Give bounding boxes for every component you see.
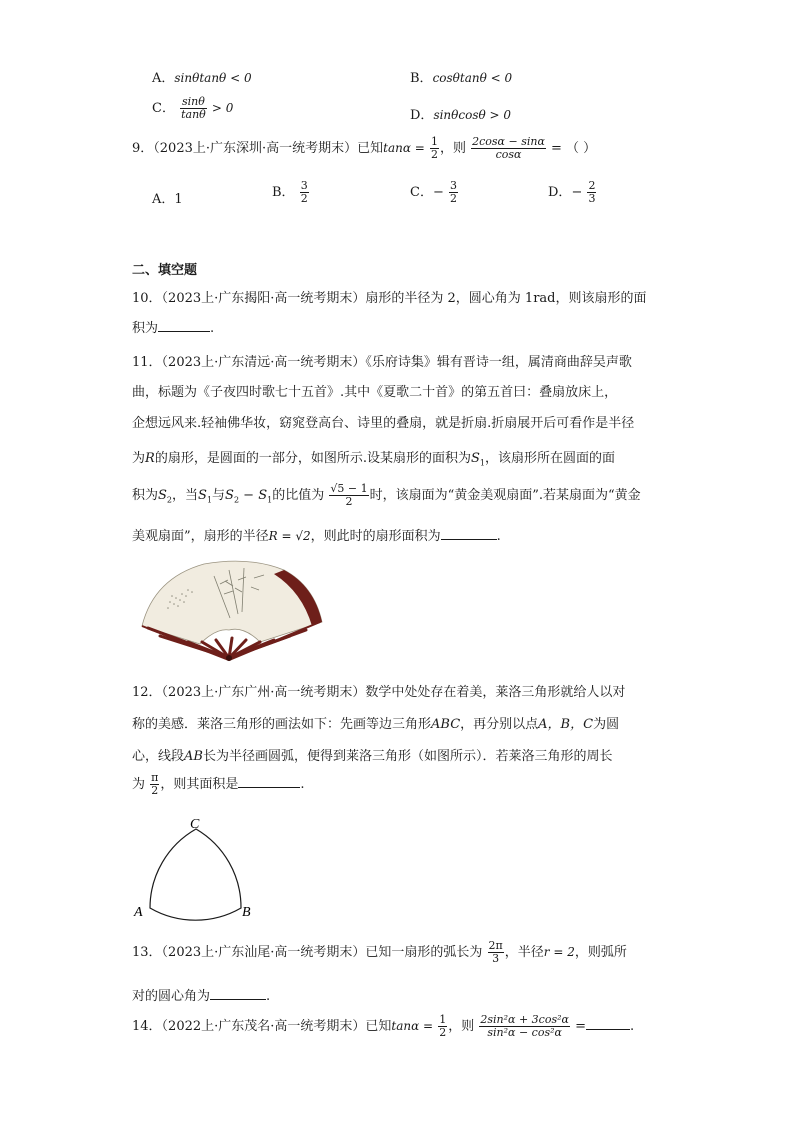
question-11-line3: 企想远风来.轻袖佛华妆，窈窕登高台、诗里的叠扇，就是折扇.折扇展开后可看作是半径 (132, 416, 635, 431)
vertex-label-b: B (242, 905, 251, 920)
section-title: 二、填空题 (132, 263, 198, 278)
answer-blank (210, 987, 266, 1000)
vertex-label-c: C (190, 817, 200, 832)
question-11-line5: 积为$S_2$，当$S_1$与$S_2 - S_1$的比值为 $\frac{√5 - 1}{2}$ 时，该扇面为“黄金美观扇面”.若某扇面为“黄金 (132, 482, 641, 508)
question-9: 9．（2023上·广东深圳·高一统考期末）已知tanα = $\frac{1}{2}$ ，则 $\frac{2\cos\alpha - \sin\alpha}{\cos\alpha}$ = （ ） (132, 135, 597, 161)
vertex-label-a: A (134, 905, 143, 920)
question-11-line6: 美观扇面”，扇形的半径R = √2，则此时的扇形面积为 . (132, 529, 501, 544)
question-13-line2: 对的圆心角为 . (132, 989, 271, 1004)
question-11-line1: 11．（2023上·广东清远·高一统考期末）《乐府诗集》辑有晋诗一组，属清商曲辞吴声歌 (132, 355, 632, 370)
q9-option-d: D．− $\frac{2}{3}$ (548, 179, 596, 205)
q9-option-c: C．− $\frac{3}{2}$ (410, 179, 457, 205)
question-13-line1: 13．（2023上·广东汕尾·高一统考期末）已知一扇形的弧长为 $\frac{2\pi}{3}$ ，半径r = 2，则弧所 (132, 939, 627, 965)
question-12-line4: 为 $\frac{\pi}{2}$ ，则其面积是 . (132, 771, 305, 797)
q9-option-a: A．1 (152, 192, 183, 207)
q8-option-b: B．cosθtanθ < 0 (410, 71, 513, 86)
reuleaux-triangle-figure (128, 812, 268, 924)
q9-option-b: B． $\frac{3}{2}$ (272, 179, 308, 205)
question-10-line1: 10．（2023上·广东揭阳·高一统考期末）扇形的半径为 2，圆心角为 1rad，则该扇形的面 (132, 291, 647, 306)
q8-option-a: A．sinθtanθ < 0 (152, 71, 252, 86)
question-11-line4: 为R的扇形，是圆面的一部分，如图所示.设某扇形的面积为$S_1$，该扇形所在圆面的面 (132, 451, 615, 468)
answer-blank (441, 527, 497, 540)
question-11-line2: 曲，标题为《子夜四时歌七十五首》.其中《夏歌二十首》的第五首曰：叠扇放床上， (132, 385, 618, 400)
folding-fan-image (134, 556, 324, 664)
question-12-line1: 12．（2023上·广东广州·高一统考期末）数学中处处存在着美，莱洛三角形就给人以对 (132, 685, 626, 700)
question-12-line2: 称的美感．莱洛三角形的画法如下：先画等边三角形ABC，再分别以点A，B，C为圆 (132, 717, 620, 732)
q8-option-d: D．sinθcosθ > 0 (410, 108, 512, 123)
question-12-line3: 心，线段AB长为半径画圆弧，便得到莱洛三角形（如图所示）．若莱洛三角形的周长 (132, 749, 613, 764)
answer-blank (586, 1017, 630, 1030)
question-14: 14．（2022上·广东茂名·高一统考期末）已知tanα = $\frac{1}{2}$ ，则 $\frac{\text{2sin²α + 3cos²α}}{\text{sin²α − cos²α}}$ = . (132, 1013, 635, 1039)
answer-blank (238, 775, 300, 788)
q8-option-c: C． $\frac{\sin\theta}{\tan\theta}$ > 0 (152, 95, 234, 121)
question-10-line2: 积为 . (132, 321, 215, 336)
answer-blank (158, 319, 210, 332)
